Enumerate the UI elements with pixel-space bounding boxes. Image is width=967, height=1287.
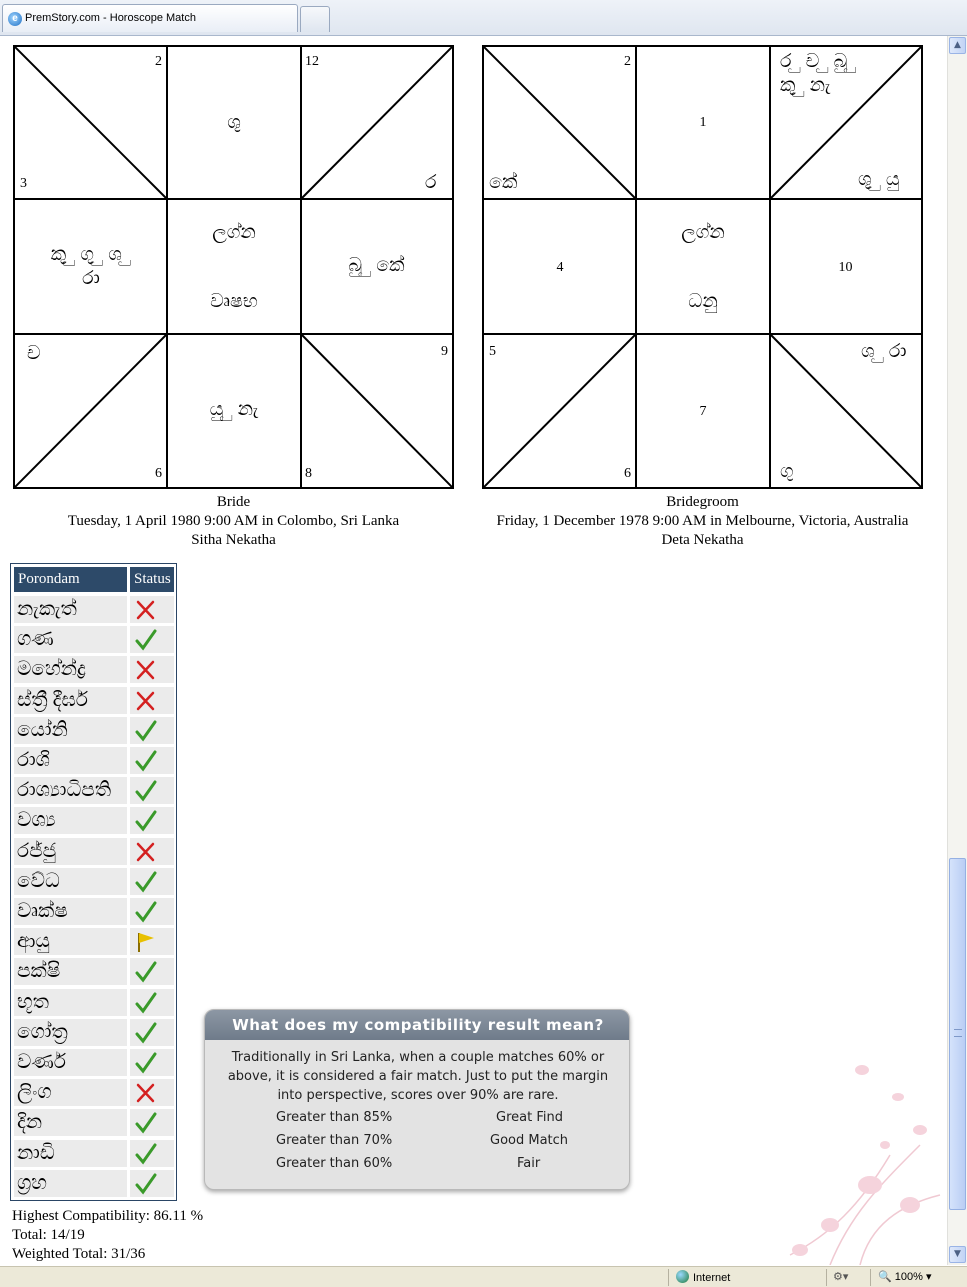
porondam-name: වෘක්ෂ	[14, 898, 127, 925]
table-row	[14, 1079, 174, 1106]
new-tab-button[interactable]	[300, 6, 330, 32]
house-planets: ර ු ච ු බු ු කු ු නැ	[780, 51, 857, 96]
porondam-name: යෝනි	[14, 717, 127, 744]
table-row	[14, 747, 174, 774]
porondam-name: ස්ත්‍රී දීර්ඝ	[14, 687, 127, 714]
house-planets: යු ු නැ	[209, 399, 259, 420]
ie-logo-icon: e	[8, 12, 22, 26]
cross-icon	[134, 689, 158, 713]
status-header: Status	[130, 567, 174, 592]
porondam-status	[130, 807, 174, 834]
house-number: 8	[305, 466, 312, 481]
tab-title: PremStory.com - Horoscope Match	[25, 12, 196, 24]
check-icon	[134, 1111, 158, 1135]
cross-icon	[134, 658, 158, 682]
porondam-status	[130, 1170, 174, 1197]
house-planets: ශු ු යු	[858, 169, 900, 190]
porondam-name: දින	[14, 1109, 127, 1136]
groom-role: Bridegroom	[666, 494, 739, 510]
groom-chart	[482, 45, 923, 489]
lagna-sign: ධනු	[688, 291, 718, 312]
porondam-table	[10, 563, 177, 1201]
check-icon	[134, 870, 158, 894]
porondam-name: රාශ්‍යාධිපති	[14, 777, 127, 804]
check-icon	[134, 900, 158, 924]
info-title: What does my compatibility result mean?	[205, 1010, 630, 1040]
house-number: 6	[155, 466, 162, 481]
porondam-status	[130, 656, 174, 683]
zone-label: Internet	[693, 1272, 731, 1284]
compatibility-summary	[12, 1207, 203, 1264]
scroll-down-icon[interactable]: ▼	[949, 1246, 966, 1263]
lagna-sign: වෘෂභ	[210, 291, 258, 312]
zoom-level: 100%	[894, 1271, 923, 1283]
check-icon	[134, 1142, 158, 1166]
porondam-status	[130, 1140, 174, 1167]
house-number: 5	[489, 344, 496, 359]
porondam-name: නැකැත්	[14, 596, 127, 623]
table-row	[14, 596, 174, 623]
porondam-name: භූත	[14, 989, 127, 1016]
browser-tab[interactable]	[2, 4, 298, 32]
porondam-name: ග්‍රහ	[14, 1170, 127, 1197]
groom-nakatha: Deta Nekatha	[661, 532, 744, 548]
house-planets: ශු	[227, 112, 241, 133]
porondam-status	[130, 687, 174, 714]
porondam-status	[130, 898, 174, 925]
house-number: 6	[624, 466, 631, 481]
lagna-label: ලග්න	[212, 222, 256, 243]
porondam-name: මහේන්ද්‍ර	[14, 656, 127, 683]
table-row	[14, 807, 174, 834]
porondam-status	[130, 928, 174, 955]
porondam-name: නාඩි	[14, 1140, 127, 1167]
table-row	[14, 1109, 174, 1136]
compatibility-info-box	[204, 1009, 630, 1190]
tier-label: Great Find	[496, 1110, 563, 1125]
porondam-name: ගණ	[14, 626, 127, 653]
vertical-scrollbar[interactable]	[947, 36, 967, 1265]
table-row	[14, 1019, 174, 1046]
security-zone	[676, 1270, 730, 1284]
groom-caption	[482, 493, 923, 550]
table-row	[14, 989, 174, 1016]
status-bar	[0, 1266, 967, 1287]
tier-threshold: Greater than 85%	[276, 1110, 393, 1125]
cross-icon	[134, 598, 158, 622]
check-icon	[134, 1021, 158, 1045]
tier-threshold: Greater than 60%	[276, 1156, 393, 1171]
table-row	[14, 717, 174, 744]
flower-decoration-icon	[770, 1055, 946, 1265]
cross-icon	[134, 840, 158, 864]
table-row	[14, 958, 174, 985]
porondam-name: රජ්ජු	[14, 838, 127, 865]
table-row	[14, 687, 174, 714]
check-icon	[134, 991, 158, 1015]
check-icon	[134, 779, 158, 803]
porondam-status	[130, 1019, 174, 1046]
check-icon	[134, 719, 158, 743]
porondam-status	[130, 868, 174, 895]
highest-compatibility: Highest Compatibility: 86.11 %	[12, 1208, 204, 1224]
porondam-name: ගෝත්‍ර	[14, 1019, 127, 1046]
browser-tab-bar	[0, 0, 967, 36]
porondam-name: වශ්‍ය	[14, 807, 127, 834]
house-number: 3	[20, 176, 27, 191]
house-number: 10	[838, 260, 853, 275]
house-planets: ගු	[780, 461, 794, 482]
lagna-label: ලග්න	[681, 222, 725, 243]
porondam-status	[130, 747, 174, 774]
porondam-name: ආයු	[14, 928, 127, 955]
porondam-status	[130, 1079, 174, 1106]
house-number: 7	[699, 404, 707, 419]
tier-threshold: Greater than 70%	[276, 1133, 393, 1148]
house-planets: ච	[27, 343, 41, 364]
house-planets: ශ ු රා	[861, 341, 907, 362]
table-row	[14, 838, 174, 865]
check-icon	[134, 809, 158, 833]
porondam-header: Porondam	[14, 567, 127, 592]
scrollbar-thumb[interactable]	[949, 858, 966, 1210]
table-row	[14, 1140, 174, 1167]
table-row	[14, 1049, 174, 1076]
zoom-control[interactable]: 🔍 100% ▾	[878, 1271, 932, 1283]
check-icon	[134, 749, 158, 773]
check-icon	[134, 960, 158, 984]
table-row	[14, 777, 174, 804]
house-planets: කු ු ගු ු ශ ු රා	[50, 244, 132, 289]
cross-icon	[134, 1081, 158, 1105]
groom-birth-details: Friday, 1 December 1978 9:00 AM in Melbourne, Victoria, Australia	[496, 513, 909, 529]
table-row	[14, 868, 174, 895]
house-planets: බු ු කේ	[348, 255, 405, 276]
house-number: 2	[624, 54, 631, 69]
bride-birth-details: Tuesday, 1 April 1980 9:00 AM in Colombo, Sri Lanka	[67, 513, 400, 529]
check-icon	[134, 1051, 158, 1075]
house-number: 1	[699, 115, 707, 130]
table-row	[14, 626, 174, 653]
porondam-status	[130, 1109, 174, 1136]
house-planets: කේ	[489, 172, 518, 193]
porondam-status	[130, 989, 174, 1016]
house-number: 2	[155, 54, 162, 69]
table-row	[14, 656, 174, 683]
house-number: 4	[556, 260, 564, 275]
table-row	[14, 928, 174, 955]
check-icon	[134, 628, 158, 652]
porondam-status	[130, 958, 174, 985]
house-number: 12	[305, 54, 319, 69]
total-score: Total: 14/19	[12, 1227, 85, 1243]
flag-icon	[134, 930, 158, 954]
bride-role: Bride	[216, 494, 251, 510]
table-row	[14, 1170, 174, 1197]
porondam-status	[130, 838, 174, 865]
protected-mode-icon[interactable]: ⚙▾	[833, 1271, 849, 1283]
porondam-status	[130, 777, 174, 804]
table-row	[14, 898, 174, 925]
bride-caption	[13, 493, 454, 550]
house-planets: ර	[425, 172, 437, 193]
porondam-status	[130, 1049, 174, 1076]
bride-nakatha: Sitha Nekatha	[191, 532, 276, 548]
porondam-status	[130, 596, 174, 623]
porondam-name: රාශි	[14, 747, 127, 774]
porondam-status	[130, 717, 174, 744]
bride-chart	[13, 45, 454, 489]
weighted-total: Weighted Total: 31/36	[12, 1246, 146, 1262]
tier-label: Fair	[517, 1156, 541, 1171]
house-number: 9	[441, 344, 448, 359]
globe-icon	[676, 1270, 689, 1283]
info-text: Traditionally in Sri Lanka, when a couple matches 60% or above, it is considered a fair match. Just to put the margin into perspective, scores over 90% are rare.	[227, 1050, 609, 1103]
check-icon	[134, 1172, 158, 1196]
porondam-name: ලිංග	[14, 1079, 127, 1106]
scroll-up-icon[interactable]: ▲	[949, 37, 966, 54]
tier-label: Good Match	[490, 1133, 569, 1148]
porondam-status	[130, 626, 174, 653]
porondam-name: වේධ	[14, 868, 127, 895]
porondam-name: වර්ණ	[14, 1049, 127, 1076]
porondam-name: පක්ෂි	[14, 958, 127, 985]
